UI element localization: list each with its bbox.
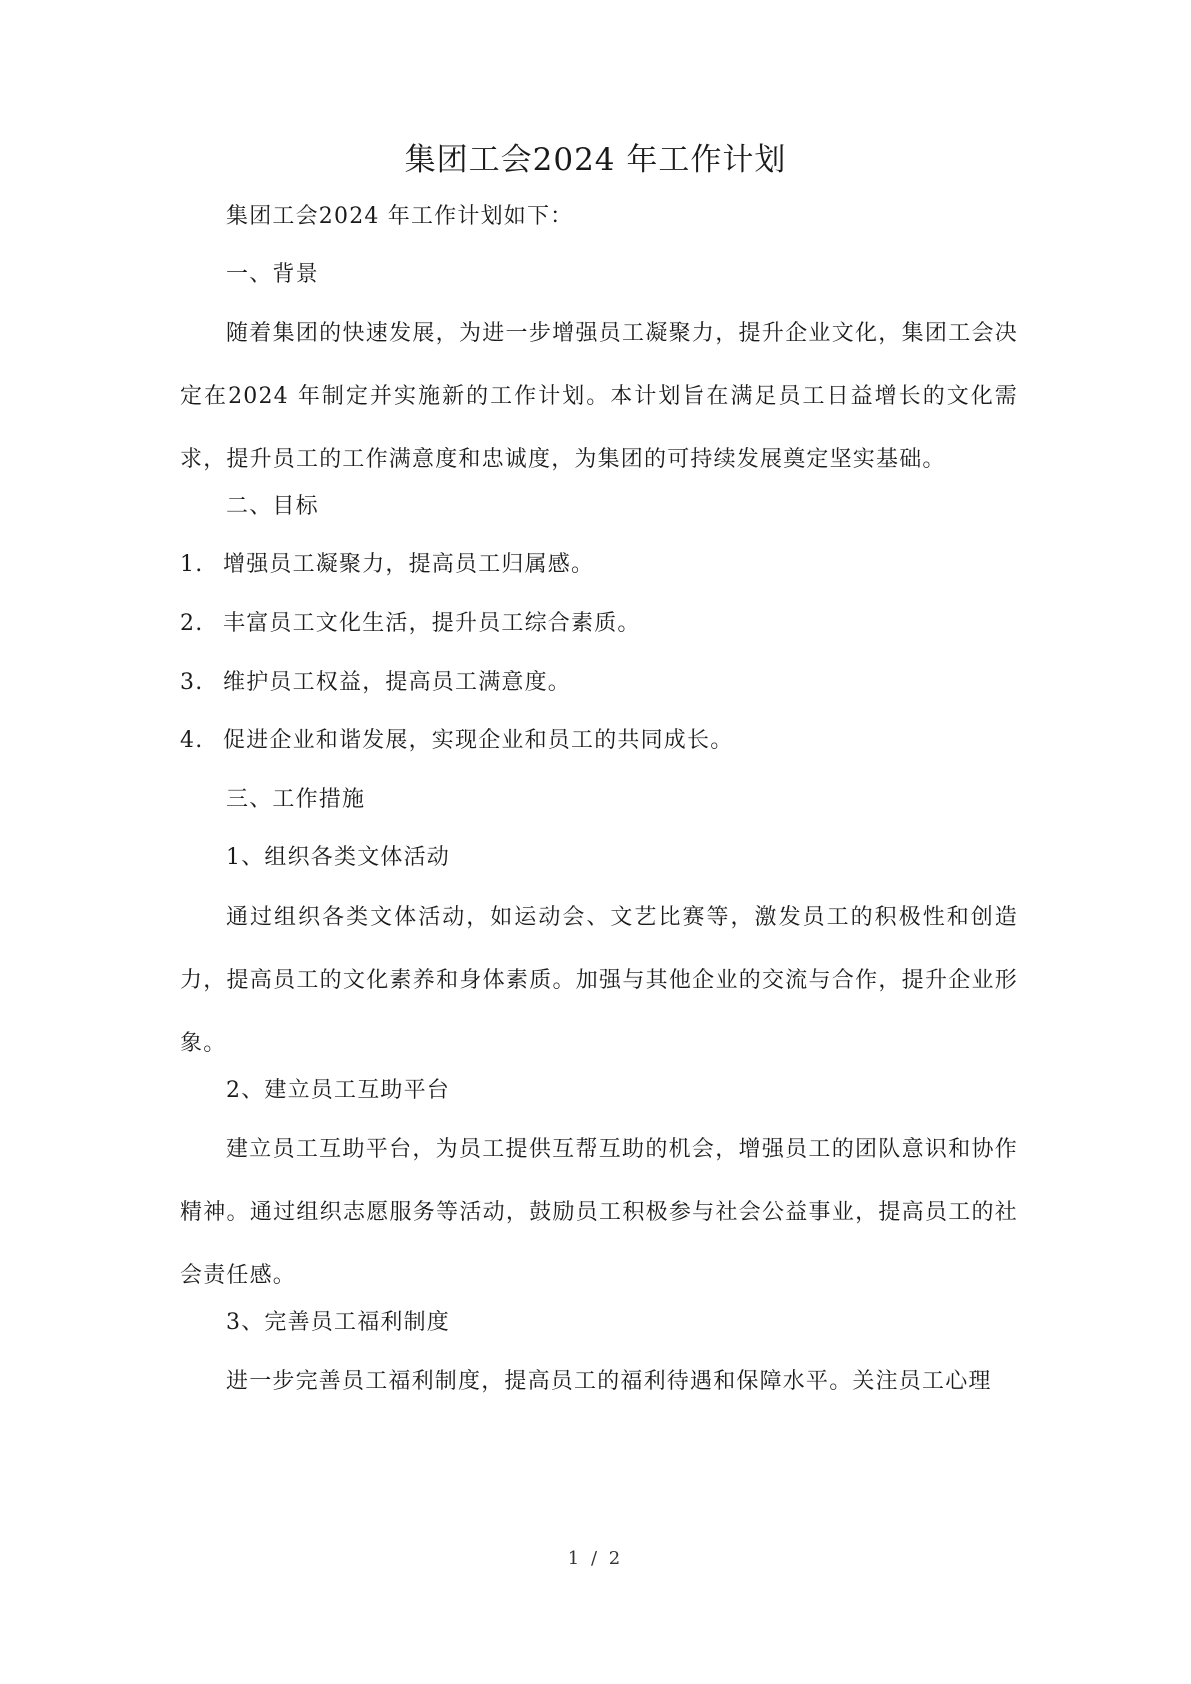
goal-number: 1. [180, 552, 204, 577]
page-number: 1 / 2 [567, 1548, 624, 1569]
measure-heading-mutual-aid: 2、建立员工互助平台 [226, 1078, 450, 1103]
goal-number: 4. [180, 728, 204, 753]
goal-list-item [180, 666, 571, 700]
intro-line: 集团工会2024 年工作计划如下： [226, 204, 574, 229]
goal-text: 维护员工权益，提高员工满意度。 [223, 670, 572, 695]
goal-text: 促进企业和谐发展，实现企业和员工的共同成长。 [223, 728, 734, 753]
goal-list-item [180, 607, 641, 641]
measure-heading-welfare: 3、完善员工福利制度 [226, 1310, 450, 1335]
section-heading-measures: 三、工作措施 [226, 787, 366, 812]
goal-number: 3. [180, 670, 204, 695]
section-heading-background: 一、背景 [226, 262, 319, 287]
document-title: 集团工会2024 年工作计划 [404, 142, 787, 178]
measure-paragraph-welfare: 进一步完善员工福利制度，提高员工的福利待遇和保障水平。关注员工心理 [226, 1369, 992, 1394]
measure-paragraph-mutual-aid: 建立员工互助平台，为员工提供互帮互助的机会，增强员工的团队意识和协作精神。通过组织志愿服务等活动，鼓励员工积极参与社会公益事业，提高员工的社会责任感。 [180, 1137, 1018, 1288]
background-paragraph: 随着集团的快速发展，为进一步增强员工凝聚力，提升企业文化，集团工会决定在2024 年制定并实施新的工作计划。本计划旨在满足员工日益增长的文化需求，提升员工的工作满意度和忠诚度，为集团的可持续发展奠定坚实基础。 [180, 321, 1018, 472]
measure-heading-activities: 1、组织各类文体活动 [226, 845, 450, 870]
section-heading-goals: 二、目标 [226, 494, 319, 519]
goal-list-item [180, 548, 594, 582]
goal-text: 增强员工凝聚力，提高员工归属感。 [223, 552, 595, 577]
goal-text: 丰富员工文化生活，提升员工综合素质。 [223, 611, 641, 636]
goal-list-item [180, 724, 733, 758]
goal-number: 2. [180, 611, 204, 636]
measure-paragraph-activities: 通过组织各类文体活动，如运动会、文艺比赛等，激发员工的积极性和创造力，提高员工的文化素养和身体素质。加强与其他企业的交流与合作，提升企业形象。 [180, 905, 1018, 1056]
